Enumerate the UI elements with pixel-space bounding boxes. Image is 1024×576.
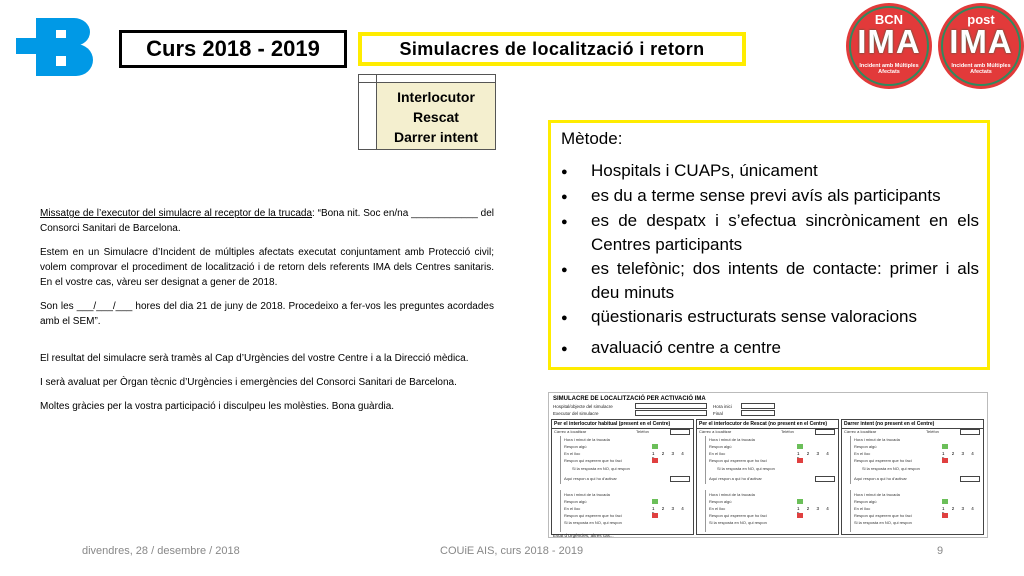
message-paragraph: Son les ___/___/___ hores del dia 21 de juny de 2018. Procedeixo a fer-vos les preguntes acordades amb el SEM”. xyxy=(40,301,494,327)
form-row-label: Hora i minut de la trucada xyxy=(564,437,610,442)
method-item xyxy=(561,336,979,361)
badge-main-text: IMA xyxy=(949,23,1013,60)
form-row-label: En el lloc xyxy=(709,451,726,456)
form-column-header: Per el interlocutor habitual (present en el Centre) xyxy=(552,420,693,429)
message-lead-label: Missatge de l’executor del simulacre al receptor de la trucada xyxy=(40,208,313,219)
form-row-label: Si la resposta en NO, qui respon xyxy=(564,520,622,525)
method-item-text: avaluació centre a centre xyxy=(591,338,781,357)
form-scale: 1 2 3 4 xyxy=(942,506,977,511)
bullet-icon: ● xyxy=(561,216,568,228)
simulation-message xyxy=(40,206,494,423)
form-column-header: Per el interlocutor de Rescat (no present en el Centre) xyxy=(697,420,838,429)
form-scale: 1 2 3 4 xyxy=(797,451,832,456)
badge-top-text: post xyxy=(967,12,995,27)
form-row-label: Aquí respon a qui ho d'activar xyxy=(564,476,617,481)
form-row-label: En el lloc xyxy=(564,506,581,511)
yes-indicator xyxy=(652,499,658,504)
form-row-label: Si la resposta en NO, qui respon xyxy=(709,520,767,525)
form-end-label: Final xyxy=(713,411,723,416)
method-item xyxy=(561,257,979,305)
form-input-box xyxy=(670,476,690,482)
form-title: SIMULACRE DE LOCALITZACIÓ PER ACTIVACIÓ IMA xyxy=(553,396,706,402)
form-input-box xyxy=(670,429,690,435)
method-item xyxy=(561,184,979,209)
questionnaire-form xyxy=(548,392,988,538)
badge-subtitle: Incident amb Múltiples Afectats xyxy=(859,63,919,75)
role-interlocutor: Interlocutor xyxy=(397,89,475,105)
bcn-ima-logo xyxy=(846,3,932,89)
form-row-label: Càrrec a localitzar xyxy=(844,429,877,434)
message-lead-text: : “Bona nit. Soc en/na ____________ del Consorci Sanitari de Barcelona. xyxy=(40,208,494,234)
message-intro xyxy=(40,206,494,236)
slide-title: Simulacres de localització i retorn xyxy=(358,32,746,66)
method-item-text: qüestionaris estructurats sense valoracions xyxy=(591,307,917,326)
form-row-label: Respon qui esperem que ho faci xyxy=(854,513,912,518)
no-indicator xyxy=(942,513,948,518)
badge-subtitle: Incident amb Múltiples Afectats xyxy=(951,63,1011,75)
form-row-label: En el lloc xyxy=(854,506,871,511)
form-row-label: Respon qui esperem que ho faci xyxy=(564,513,622,518)
form-row-label: Respon qui esperem que ho faci xyxy=(709,513,767,518)
form-executor-label: Executor del simulacre xyxy=(553,411,599,416)
form-row-label: Aquí respon a qui ho d'activar xyxy=(854,476,907,481)
bullet-icon: ● xyxy=(561,264,568,276)
form-scale: 1 2 3 4 xyxy=(652,506,687,511)
form-row-label: Si la resposta en NO, qui respon xyxy=(572,466,630,471)
method-item-text: es de despatx i s’efectua sincrònicament en els Centres participants xyxy=(591,211,979,254)
bullet-icon: ● xyxy=(561,312,568,324)
no-indicator xyxy=(652,458,658,463)
form-row-label: Hora i minut de la trucada xyxy=(564,492,610,497)
bullet-icon: ● xyxy=(561,166,568,178)
form-divider xyxy=(850,436,851,484)
form-divider xyxy=(560,490,561,532)
form-row-label: Si la resposta en NO, qui respon xyxy=(862,466,920,471)
bullet-icon: ● xyxy=(561,191,568,203)
footer-course: COUiE AIS, curs 2018 - 2019 xyxy=(440,545,584,557)
end-time-field xyxy=(741,410,775,416)
message-paragraph: I serà avaluat per Òrgan tècnic d’Urgències i emergències del Consorci Sanitari de Barcelona. xyxy=(40,377,457,388)
form-row-label: En el lloc xyxy=(854,451,871,456)
form-divider xyxy=(850,490,851,532)
method-item xyxy=(561,209,979,257)
form-input-box xyxy=(815,476,835,482)
form-phone-label: Telèfon xyxy=(781,429,794,434)
form-row-label: Hora i minut de la trucada xyxy=(854,492,900,497)
barcelona-logo xyxy=(16,14,96,80)
form-row-label: Respon qui esperem que ho faci xyxy=(854,458,912,463)
yes-indicator xyxy=(797,444,803,449)
form-divider xyxy=(705,490,706,532)
form-scale: 1 2 3 4 xyxy=(797,506,832,511)
form-input-box xyxy=(960,429,980,435)
form-input-box xyxy=(960,476,980,482)
method-box xyxy=(548,120,990,370)
form-row-label: Respon algú xyxy=(564,444,587,449)
form-column-darrer-intent xyxy=(841,419,984,535)
yes-indicator xyxy=(797,499,803,504)
bullet-icon: ● xyxy=(561,343,568,355)
form-row-label: Respon algú xyxy=(854,444,877,449)
form-row-label: Respon algú xyxy=(564,499,587,504)
method-item xyxy=(561,159,979,184)
form-column-header: Darrer intent (no present en el Centre) xyxy=(842,420,983,429)
hospital-field xyxy=(635,403,707,409)
form-column-rescat xyxy=(696,419,839,535)
form-row-label: Hora i minut de la trucada xyxy=(709,437,755,442)
form-divider xyxy=(705,436,706,484)
no-indicator xyxy=(652,513,658,518)
yes-indicator xyxy=(942,444,948,449)
form-phone-label: Telèfon xyxy=(926,429,939,434)
form-row-label: Respon algú xyxy=(854,499,877,504)
no-indicator xyxy=(942,458,948,463)
form-row-label: Respon algú xyxy=(709,444,732,449)
form-row-label: Càrrec a localitzar xyxy=(554,429,587,434)
no-indicator xyxy=(797,513,803,518)
form-input-box xyxy=(815,429,835,435)
form-footer-note: Estat d'Urgències, altres cas... xyxy=(553,533,614,538)
method-list xyxy=(561,159,979,361)
role-rescat: Rescat xyxy=(413,109,459,125)
message-paragraph: El resultat del simulacre serà tramès al Cap d’Urgències del vostre Centre i a la Direcció mèdica. xyxy=(40,353,469,364)
method-title: Mètode: xyxy=(561,129,623,148)
form-row-label: Aquí respon a qui ho d'activar xyxy=(709,476,762,481)
message-paragraph: Moltes gràcies per la vostra participació i disculpeu les molèsties. Bona guàrdia. xyxy=(40,401,395,412)
form-row-label: Si la resposta en NO, qui respon xyxy=(854,520,912,525)
message-paragraph: Estem en un Simulacre d’Incident de múltiples afectats executat conjuntament amb Protecció civil; volem comprovar el procediment de localització i de retorn dels referents IMA dels Centres sanitaris. En el vostre cas, vàreu ser designat a gener de 2018. xyxy=(40,247,494,288)
executor-field xyxy=(635,410,707,416)
form-row-label: Si la resposta en NO, qui respon xyxy=(717,466,775,471)
form-start-label: Hora inici xyxy=(713,404,732,409)
roles-table-index-column xyxy=(359,83,377,149)
form-row-label: Hora i minut de la trucada xyxy=(709,492,755,497)
form-column-interlocutor xyxy=(551,419,694,535)
yes-indicator xyxy=(652,444,658,449)
badge-main-text: IMA xyxy=(857,23,921,60)
form-row-label: Hora i minut de la trucada xyxy=(854,437,900,442)
form-row-label: En el lloc xyxy=(564,451,581,456)
form-row-label: En el lloc xyxy=(709,506,726,511)
form-divider xyxy=(560,436,561,484)
method-item-text: es telefònic; dos intents de contacte: primer i als deu minuts xyxy=(591,259,979,302)
method-item xyxy=(561,305,979,330)
start-time-field xyxy=(741,403,775,409)
form-scale: 1 2 3 4 xyxy=(652,451,687,456)
yes-indicator xyxy=(942,499,948,504)
form-phone-label: Telèfon xyxy=(636,429,649,434)
badge-top-text: BCN xyxy=(874,12,904,27)
footer-date: divendres, 28 / desembre / 2018 xyxy=(82,545,240,557)
roles-table-header xyxy=(359,75,495,83)
method-item-text: es du a terme sense previ avís als participants xyxy=(591,186,941,205)
form-hospital-label: Hospital/objecte del simulacre xyxy=(553,404,613,409)
form-row-label: Respon qui esperem que ho faci xyxy=(564,458,622,463)
post-ima-logo xyxy=(938,3,1024,89)
form-scale: 1 2 3 4 xyxy=(942,451,977,456)
form-row-label: Respon qui esperem que ho faci xyxy=(709,458,767,463)
form-row-label: Respon algú xyxy=(709,499,732,504)
course-title: Curs 2018 - 2019 xyxy=(119,30,347,68)
method-item-text: Hospitals i CUAPs, únicament xyxy=(591,161,818,180)
role-darrer-intent: Darrer intent xyxy=(393,129,479,145)
roles-table xyxy=(358,74,496,150)
page-number: 9 xyxy=(937,545,944,557)
no-indicator xyxy=(797,458,803,463)
form-row-label: Càrrec a localitzar xyxy=(699,429,732,434)
